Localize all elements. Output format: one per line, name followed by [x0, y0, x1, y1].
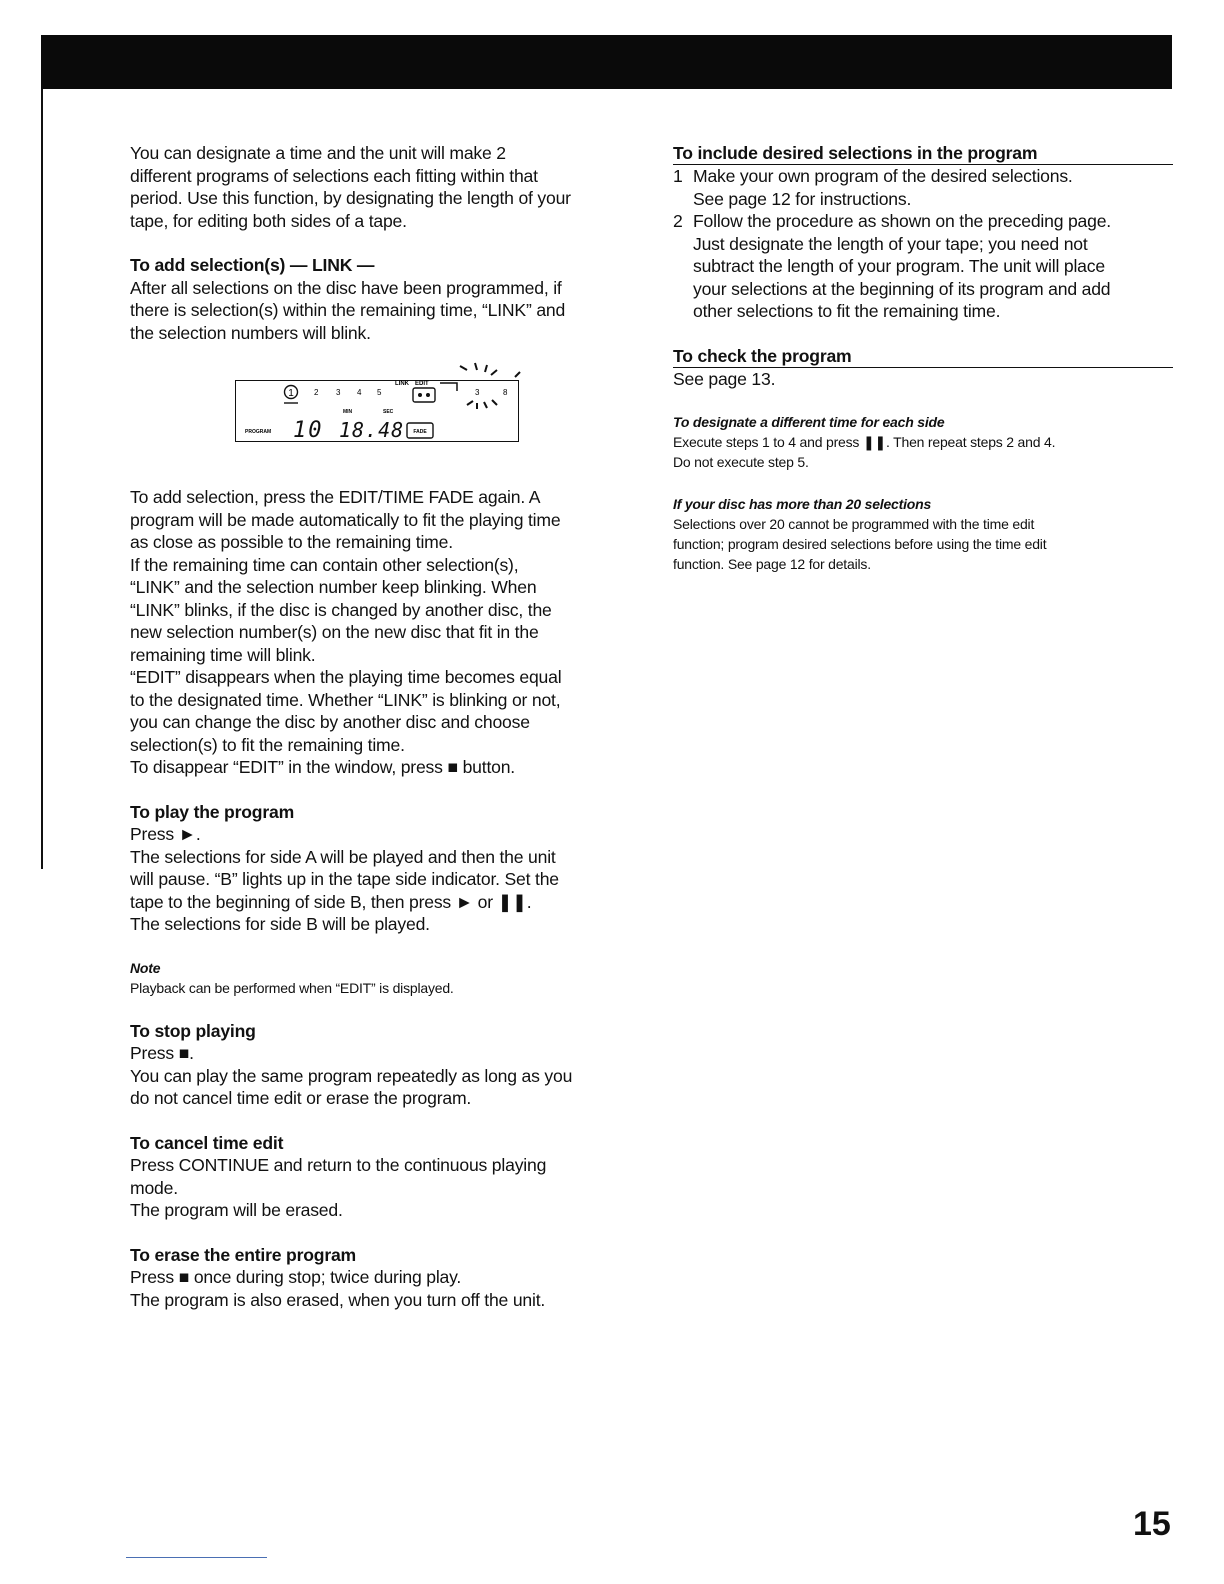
- step-line: your selections at the beginning of its program and add: [693, 278, 1111, 299]
- include-heading: To include desired selections in the program: [673, 142, 1173, 165]
- intro-paragraph: [130, 142, 630, 232]
- different-time-line: Do not execute step 5.: [673, 454, 809, 470]
- page-number: 15: [1133, 1505, 1171, 1543]
- different-time-section: [673, 412, 1173, 472]
- stop-icon: ■: [178, 1267, 190, 1287]
- add-line: “EDIT” disappears when the playing time becomes equal: [130, 667, 562, 687]
- cassette-reel: [426, 393, 430, 397]
- add-line: To add selection, press the EDIT/TIME FADE again. A: [130, 487, 541, 507]
- add-line: remaining time will blink.: [130, 644, 316, 665]
- play-line: will pause. “B” lights up in the tape side indicator. Set the: [130, 869, 559, 889]
- press-text: Press: [130, 824, 174, 844]
- cancel-section: [130, 1132, 630, 1222]
- edit-indicator: EDIT: [415, 381, 429, 387]
- track-number: 8: [503, 388, 508, 397]
- disappear-text: To disappear “EDIT” in the window, press: [130, 757, 443, 777]
- track-number: 1: [288, 388, 294, 399]
- add-line: as close as possible to the remaining time.: [130, 532, 453, 552]
- check-text: See page 13.: [673, 368, 776, 389]
- note-text: Playback can be performed when “EDIT” is displayed.: [130, 979, 454, 996]
- note-section: [130, 958, 630, 998]
- step-number: 2: [673, 211, 683, 231]
- press-text: Press: [130, 1267, 174, 1287]
- display-svg: [235, 361, 535, 441]
- more-selections-section: [673, 494, 1173, 574]
- intro-line: period. Use this function, by designating the length of your: [130, 188, 571, 208]
- intro-line: different programs of selections each fitting within that: [130, 165, 538, 186]
- cassette-reel: [418, 393, 422, 397]
- add-line: to the designated time. Whether “LINK” is blinking or not,: [130, 689, 561, 710]
- check-section: [673, 345, 1173, 391]
- sec-label: SEC: [383, 409, 394, 415]
- track-number: 4: [357, 388, 362, 397]
- track-number: 2: [314, 388, 319, 397]
- erase-text: once during stop; twice during play.: [193, 1267, 462, 1287]
- step-line: Make your own program of the desired selections.: [693, 166, 1073, 186]
- more-selections-line: function; program desired selections before using the time edit: [673, 536, 1047, 552]
- link-indicator: LINK: [395, 381, 409, 387]
- min-label: MIN: [343, 409, 353, 415]
- play-press-line: Press ►.: [130, 824, 201, 844]
- erase-section: [130, 1244, 630, 1312]
- blink-rays: [460, 363, 520, 409]
- intro-line: tape, for editing both sides of a tape.: [130, 210, 407, 231]
- step-line: Follow the procedure as shown on the preceding page.: [693, 211, 1111, 231]
- link-heading: To add selection(s) — LINK —: [130, 255, 375, 275]
- cancel-line: mode.: [130, 1177, 178, 1198]
- step-number: 1: [673, 166, 683, 186]
- more-selections-line: function. See page 12 for details.: [673, 556, 871, 572]
- step-line: See page 12 for instructions.: [693, 188, 912, 209]
- step-item: [673, 210, 1173, 323]
- stop-line: do not cancel time edit or erase the program.: [130, 1088, 472, 1108]
- play-line: The selections for side A will be played and then the unit: [130, 846, 556, 867]
- erase-heading: To erase the entire program: [130, 1244, 356, 1265]
- play-or-text: or: [477, 891, 493, 912]
- time-readout: 18.48: [339, 418, 405, 442]
- track-number: 3: [336, 388, 341, 397]
- step-item: [673, 165, 1173, 210]
- cancel-line: Press CONTINUE and return to the continuous playing: [130, 1155, 547, 1175]
- left-margin-rule: [41, 89, 43, 869]
- different-time-heading: To designate a different time for each side: [673, 414, 945, 430]
- press-text: Press: [130, 1043, 174, 1063]
- play-icon: ►: [455, 891, 473, 912]
- play-heading: To play the program: [130, 801, 295, 822]
- stop-icon: ■: [447, 757, 458, 777]
- different-time-line: [673, 432, 1173, 452]
- play-line: The selections for side B will be played.: [130, 914, 430, 934]
- more-selections-heading: If your disc has more than 20 selections: [673, 496, 932, 512]
- link-line: the selection numbers will blink.: [130, 322, 371, 343]
- pause-icon: ❚❚: [862, 434, 886, 450]
- intro-line: You can designate a time and the unit will make 2: [130, 143, 506, 163]
- add-selection-paragraph: [130, 486, 630, 779]
- track-number: 5: [377, 388, 382, 397]
- program-label: PROGRAM: [245, 429, 272, 435]
- side-arrow-icon: [440, 383, 457, 391]
- stop-icon: ■: [178, 1043, 190, 1063]
- disappear-line: [130, 756, 630, 779]
- add-line: program will be made automatically to fit the playing time: [130, 509, 561, 530]
- cancel-line: The program will be erased.: [130, 1200, 343, 1220]
- add-line: “LINK” blinks, if the disc is changed by another disc, the: [130, 599, 552, 620]
- erase-press-line: [130, 1266, 630, 1289]
- include-section: [673, 142, 1173, 323]
- step-line: Just designate the length of your tape; you need not: [693, 233, 1088, 254]
- step-line: other selections to fit the remaining time.: [693, 301, 1001, 321]
- play-line: tape to the beginning of side B, then press ► or ❚❚.: [130, 891, 532, 912]
- play-section: [130, 801, 630, 936]
- different-time-text-end: . Then repeat steps 2 and 4.: [886, 434, 1056, 450]
- play-icon: ►: [178, 824, 196, 844]
- disappear-text-end: button.: [462, 757, 515, 777]
- add-line: “LINK” and the selection number keep blinking. When: [130, 577, 537, 597]
- different-time-text: Execute steps 1 to 4 and press: [673, 434, 860, 450]
- add-line: you can change the disc by another disc and choose: [130, 712, 530, 732]
- left-column: [130, 142, 630, 1333]
- erase-line: The program is also erased, when you turn off the unit.: [130, 1289, 546, 1310]
- header-bar: [41, 35, 1172, 89]
- cancel-heading: To cancel time edit: [130, 1132, 284, 1153]
- play-line-text: tape to the beginning of side B, then press: [130, 891, 452, 912]
- right-column: [673, 142, 1173, 596]
- add-line: new selection number(s) on the new disc that fit in the: [130, 622, 539, 642]
- pause-icon: ❚❚: [497, 891, 527, 912]
- footer-rule: [126, 1557, 267, 1558]
- link-line: there is selection(s) within the remaining time, “LINK” and: [130, 300, 566, 320]
- include-steps: [673, 165, 1173, 323]
- track-number: 3: [475, 388, 480, 397]
- stop-line: You can play the same program repeatedly as long as you: [130, 1065, 573, 1086]
- display-illustration: [235, 380, 519, 442]
- more-selections-line: Selections over 20 cannot be programmed with the time edit: [673, 516, 1035, 532]
- note-heading: Note: [130, 959, 161, 976]
- fade-label: FADE: [413, 429, 427, 435]
- link-line: After all selections on the disc have been programmed, if: [130, 277, 562, 298]
- stop-section: [130, 1020, 630, 1110]
- step-line: subtract the length of your program. The unit will place: [693, 256, 1105, 276]
- program-number: 10: [293, 418, 324, 443]
- cassette-icon: [413, 388, 435, 402]
- add-line: If the remaining time can contain other selection(s),: [130, 554, 519, 575]
- check-heading: To check the program: [673, 345, 1173, 368]
- link-section: [130, 254, 630, 344]
- stop-heading: To stop playing: [130, 1020, 256, 1041]
- add-line: selection(s) to fit the remaining time.: [130, 734, 405, 755]
- stop-press-line: Press ■.: [130, 1043, 194, 1063]
